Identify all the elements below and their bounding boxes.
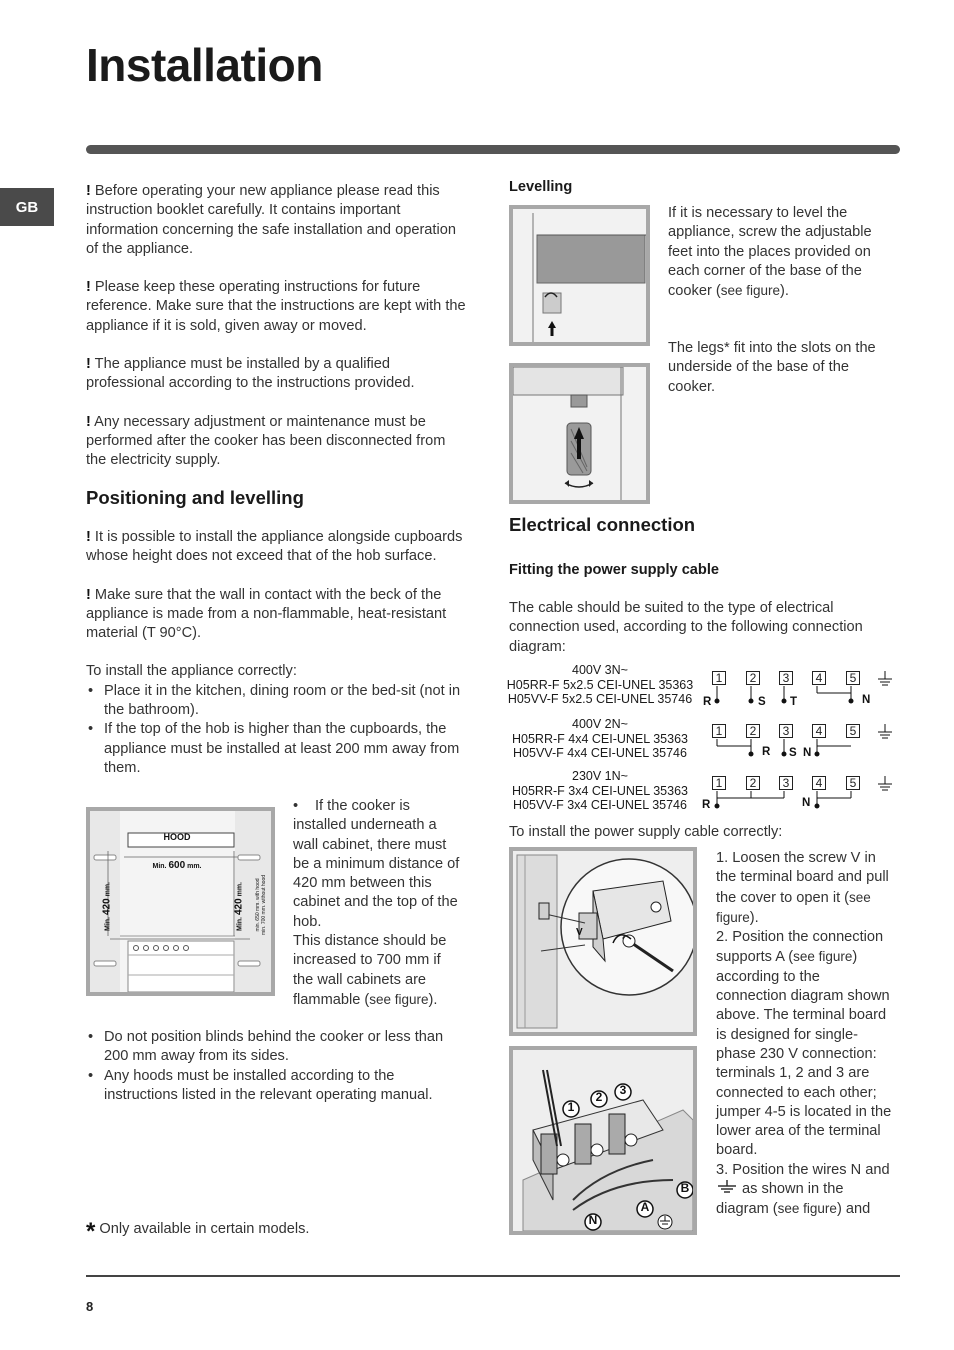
callout-2: 2 xyxy=(595,1090,603,1104)
terminal-4: 4 xyxy=(812,671,826,685)
diagram-2-label: 400V 2N~ H05RR-F 4x4 CEI-UNEL 35363 H05VV-F 4x4 CEI-UNEL 35746 xyxy=(512,717,688,760)
list-item: • Any hoods must be installed according to the instructions listed in the relevant operating manual. xyxy=(86,1067,466,1106)
terminal-3: 3 xyxy=(779,724,793,738)
levelling-figure-2 xyxy=(509,363,650,504)
diagram-1-label: 400V 3N~ H05RR-F 5x2.5 CEI-UNEL 35363 H05VV-F 5x2.5 CEI-UNEL 35746 xyxy=(506,663,694,706)
terminal-2: 2 xyxy=(746,724,760,738)
cable-intro: To install the power supply cable correctly: xyxy=(509,824,783,840)
diagram-3-wires xyxy=(701,776,900,818)
min-600-label: Min. 600 mm. xyxy=(152,860,202,871)
letter: R xyxy=(703,696,712,708)
levelling-figure-1 xyxy=(509,205,650,346)
letter: R xyxy=(762,746,771,758)
screw-v-label: V xyxy=(576,927,583,938)
levelling-text: If it is necessary to level the appliance, screw the adjustable feet into the places provided on each corner of the base of the cooker (see figure). xyxy=(668,205,872,300)
fitting-heading: Fitting the power supply cable xyxy=(509,562,720,578)
install-intro: To install the appliance correctly: xyxy=(86,663,297,680)
terminal-wiring-figure xyxy=(509,1046,697,1235)
callout-n: N xyxy=(588,1213,598,1227)
terminal-3: 3 xyxy=(779,776,793,790)
legs-text: The legs* fit into the slots on the underside of the base of the cooker. xyxy=(668,340,876,395)
footer-rule xyxy=(86,1275,900,1277)
terminal-5: 5 xyxy=(846,776,860,790)
hood-bullet-text xyxy=(293,797,463,1010)
intro-warnings xyxy=(86,182,466,471)
diagram-2-wires xyxy=(701,724,900,766)
more-bullets xyxy=(86,1028,466,1105)
electrical-heading: Electrical connection xyxy=(509,514,696,535)
page-title: Installation xyxy=(86,39,323,91)
list-item: • Do not position blinds behind the cooker or less than 200 mm away from its sides. xyxy=(86,1028,466,1067)
terminal-1: 1 xyxy=(712,776,726,790)
warning-4: ! Any necessary adjustment or maintenance must be performed after the cooker has been disconnected from the electricity supply. xyxy=(86,413,446,469)
callout-a: A xyxy=(640,1200,650,1214)
leg-slot-svg xyxy=(513,367,646,500)
footnote: * Only available in certain models. xyxy=(86,1218,310,1245)
letter: N xyxy=(802,797,811,809)
diagram-1-wires xyxy=(701,671,900,713)
terminal-cover-figure xyxy=(509,847,697,1036)
terminal-2: 2 xyxy=(746,671,760,685)
earth-icon xyxy=(716,1180,738,1194)
cable-steps-text: 1. Loosen the screw V in the terminal board and pull the cover to open it (see figure). 2. Position the connection supports A (see figure) according to the connection diagram shown above. The terminal board is designed for single-phase 230 V connection: terminals 1, 2 and 3 are connected to each other; jumper 4-5 is located in the lower area of the terminal board. 3. Position the wires N and as shown in the diagram (see figure) and xyxy=(716,850,892,1218)
install-bullets xyxy=(86,682,466,778)
terminal-5: 5 xyxy=(846,671,860,685)
letter: N xyxy=(803,747,812,759)
page-number: 8 xyxy=(86,1299,94,1314)
callout-1: 1 xyxy=(567,1100,575,1114)
min-420-left-label: Min. 420 mm. xyxy=(101,882,113,931)
terminal-cover-svg xyxy=(513,851,693,1032)
letter: T xyxy=(790,696,798,708)
terminal-1: 1 xyxy=(712,671,726,685)
letter: R xyxy=(702,799,711,811)
connection-diagram xyxy=(505,663,900,813)
language-tab: GB xyxy=(0,188,54,226)
terminal-2: 2 xyxy=(746,776,760,790)
letter: N xyxy=(862,694,871,706)
letter: S xyxy=(789,747,797,759)
positioning-warning-1: ! It is possible to install the appliance alongside cupboards whose height does not exceed that of the hob surface. xyxy=(86,529,463,565)
header-rule xyxy=(86,145,900,154)
hood-clearance-figure xyxy=(86,807,275,996)
foot-screw-svg xyxy=(513,209,646,342)
hood-notes: min. 650 mm. with hood min. 700 mm. without hood xyxy=(255,874,267,936)
terminal-4: 4 xyxy=(812,724,826,738)
list-item: • If the top of the hob is higher than the cupboards, the appliance must be installed at least 200 mm away from them. xyxy=(86,720,466,778)
diagram-3-label: 230V 1N~ H05RR-F 3x4 CEI-UNEL 35363 H05VV-F 3x4 CEI-UNEL 35746 xyxy=(512,769,688,812)
callout-3: 3 xyxy=(619,1083,627,1097)
terminal-5: 5 xyxy=(846,724,860,738)
callout-b: B xyxy=(680,1181,690,1195)
letter: S xyxy=(758,696,766,708)
terminal-3: 3 xyxy=(779,671,793,685)
hood-bullet-cont: This distance should be increased to 700 mm if the wall cabinets are flammable (see figure). xyxy=(293,933,447,1008)
hood-label: HOOD xyxy=(163,832,191,842)
min-420-right-label: Min. 420 mm. xyxy=(233,882,245,931)
warning-1: ! Before operating your new appliance please read this instruction booklet carefully. It contains important information concerning the safe installation and operation of the appliance. xyxy=(86,183,456,257)
positioning-warning-2: ! Make sure that the wall in contact with the beck of the appliance is made from a non-flammable, heat-resistant material (T 90°C). xyxy=(86,586,447,642)
terminal-1: 1 xyxy=(712,724,726,738)
list-item: • Place it in the kitchen, dining room or the bed-sit (not in the bathroom). xyxy=(86,682,466,721)
fitting-text: The cable should be suited to the type of electrical connection used, according to the following connection diagram: xyxy=(509,600,863,655)
levelling-heading: Levelling xyxy=(509,179,573,195)
warning-2: ! Please keep these operating instructions for future reference. Make sure that the instructions are kept with the appliance if it is sold, given away or moved. xyxy=(86,279,466,334)
terminal-wiring-svg xyxy=(513,1050,693,1231)
hood-bullet: • If the cooker is installed underneath a wall cabinet, there must be a minimum distance of 420 mm between this cabinet and the top of the hob. xyxy=(293,798,460,930)
terminal-4: 4 xyxy=(812,776,826,790)
warning-3: ! The appliance must be installed by a qualified professional according to the instructions provided. xyxy=(86,356,415,392)
positioning-section xyxy=(86,528,466,778)
positioning-heading: Positioning and levelling xyxy=(86,487,304,508)
